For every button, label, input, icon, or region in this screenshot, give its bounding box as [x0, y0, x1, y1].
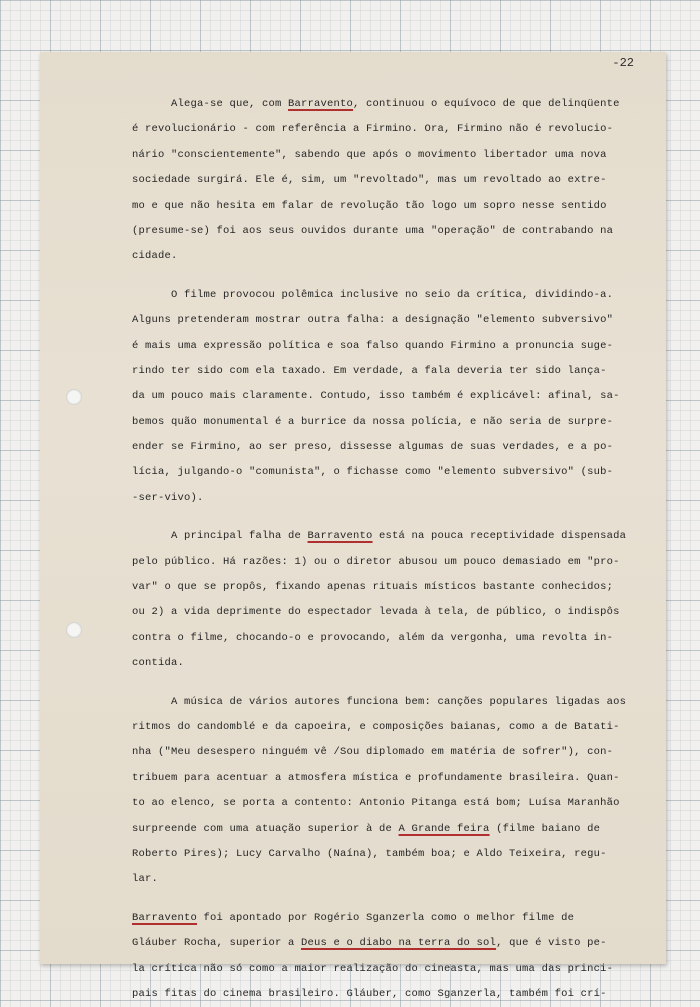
- text-segment: la crítica não só como a maior realização do cineasta, mas uma das princi-: [132, 962, 614, 975]
- text-line: [132, 219, 652, 244]
- text-line: [132, 651, 652, 676]
- text-segment: (presume-se) foi aos seus ouvidos durante uma "operação" de contrabando na: [132, 224, 614, 237]
- text-segment: O filme provocou polêmica inclusive no seio da crítica, dividindo-a.: [132, 288, 614, 301]
- text-line: [132, 982, 652, 1007]
- text-line: [132, 194, 652, 219]
- text-line: [132, 766, 652, 791]
- text-segment: Alega-se que, com: [132, 98, 289, 110]
- page-number: -22: [612, 56, 634, 70]
- text-segment: A principal falha de: [132, 530, 308, 543]
- text-segment: surpreende com uma atuação superior à de: [132, 822, 399, 835]
- text-line: [132, 143, 652, 168]
- text-segment: ender se Firmino, ao ser preso, dissesse algumas de suas verdades, e a po-: [132, 441, 614, 454]
- text-line: [132, 931, 652, 956]
- text-segment: pelo público. Há razões: 1) ou o diretor abusou um pouco demasiado em "pro-: [132, 555, 620, 568]
- text-segment: foi apontado por Rogério Sganzerla como o melhor filme de: [197, 911, 575, 924]
- text-segment: contra o filme, chocando-o e provocando, além da vergonha, uma revolta in-: [132, 631, 614, 644]
- text-line: [132, 817, 652, 842]
- text-segment: -ser-vivo).: [132, 491, 204, 504]
- text-line: [132, 384, 652, 409]
- text-segment: sociedade surgirá. Ele é, sim, um "revoltado", mas um revoltado ao extre-: [132, 174, 607, 187]
- text-segment: ou 2) a vida deprimente do espectador levada à tela, de público, o indispôs: [132, 606, 620, 619]
- underlined-title: Barravento: [307, 530, 373, 543]
- paragraph-gap: [132, 511, 652, 524]
- text-line: [132, 92, 652, 117]
- text-line: [132, 906, 652, 931]
- underlined-title: Barravento: [132, 911, 198, 924]
- text-segment: mo e que não hesita em falar de revolução tão logo um sopro nesse sentido: [132, 199, 607, 212]
- text-segment: está na pouca receptividade dispensada: [372, 530, 627, 543]
- text-line: [132, 842, 652, 867]
- typewritten-text: [132, 92, 652, 1007]
- text-line: [132, 550, 652, 575]
- text-segment: da um pouco mais claramente. Contudo, isso também é explicável: afinal, sa-: [132, 390, 620, 403]
- paragraph-gap: [132, 677, 652, 690]
- text-segment: lícia, julgando-o "comunista", o fichasse como "elemento subversivo" (sub-: [132, 466, 614, 479]
- text-line: [132, 791, 652, 816]
- text-line: [132, 740, 652, 765]
- text-segment: Alguns pretenderam mostrar outra falha: a designação "elemento subversivo": [132, 314, 614, 327]
- text-segment: é mais uma expressão política e soa falso quando Firmino a pronuncia suge-: [132, 339, 614, 352]
- punch-hole: [66, 622, 82, 638]
- text-line: [132, 600, 652, 625]
- text-line: [132, 283, 652, 308]
- text-line: [132, 867, 652, 892]
- text-line: [132, 435, 652, 460]
- text-line: [132, 117, 652, 142]
- text-segment: nário "conscientemente", sabendo que após o movimento libertador uma nova: [132, 148, 607, 161]
- text-segment: var" o que se propôs, fixando apenas rituais místicos bastante conhecidos;: [132, 581, 614, 594]
- text-segment: , que é visto pe-: [496, 937, 607, 950]
- text-line: [132, 168, 652, 193]
- text-segment: Roberto Pires); Lucy Carvalho (Naína), também boa; e Aldo Teixeira, regu-: [132, 847, 607, 860]
- text-segment: é revolucionário - com referência a Firmino. Ora, Firmino não é revolucio-: [132, 123, 614, 136]
- text-segment: pais fitas do cinema brasileiro. Gláuber, como Sganzerla, também foi crí-: [132, 987, 607, 1000]
- text-line: [132, 359, 652, 384]
- text-segment: tribuem para acentuar a atmosfera mística e profundamente brasileira. Quan-: [132, 771, 620, 784]
- text-segment: bemos quão monumental é a burrice da nossa polícia, e não seria de surpre-: [132, 415, 614, 428]
- text-segment: Gláuber Rocha, superior a: [132, 937, 302, 950]
- text-segment: ritmos do candomblé e da capoeira, e composições baianas, como a de Batati-: [132, 720, 620, 733]
- text-segment: , continuou o equívoco de que delinqüente: [353, 98, 620, 110]
- text-line: [132, 626, 652, 651]
- text-segment: lar.: [132, 873, 159, 886]
- underlined-title: A Grande feira: [398, 822, 490, 835]
- underlined-title: Deus e o diabo na terra do sol: [301, 937, 497, 950]
- text-line: [132, 308, 652, 333]
- text-line: [132, 410, 652, 435]
- text-line: [132, 244, 652, 269]
- text-segment: nha ("Meu desespero ninguém vê /Sou diplomado em matéria de sofrer"), con-: [132, 746, 614, 759]
- text-line: [132, 957, 652, 982]
- text-segment: cidade.: [132, 250, 178, 263]
- text-line: [132, 715, 652, 740]
- text-line: [132, 575, 652, 600]
- paragraph-gap: [132, 270, 652, 283]
- paragraph-gap: [132, 893, 652, 906]
- text-line: [132, 690, 652, 715]
- text-segment: rindo ter sido com ela taxado. Em verdade, a fala deveria ter sido lança-: [132, 364, 607, 377]
- text-line: [132, 524, 652, 549]
- punch-hole: [66, 389, 82, 405]
- text-line: [132, 460, 652, 485]
- text-segment: A música de vários autores funciona bem: canções populares ligadas aos: [132, 695, 627, 708]
- document-sheet: [40, 52, 666, 1000]
- underlined-title: Barravento: [288, 98, 354, 110]
- text-segment: (filme baiano de: [489, 822, 601, 835]
- text-line: [132, 334, 652, 359]
- text-segment: to ao elenco, se porta a contento: Antonio Pitanga está bom; Luísa Maranhão: [132, 797, 620, 810]
- text-segment: contida.: [132, 657, 185, 670]
- text-line: [132, 486, 652, 511]
